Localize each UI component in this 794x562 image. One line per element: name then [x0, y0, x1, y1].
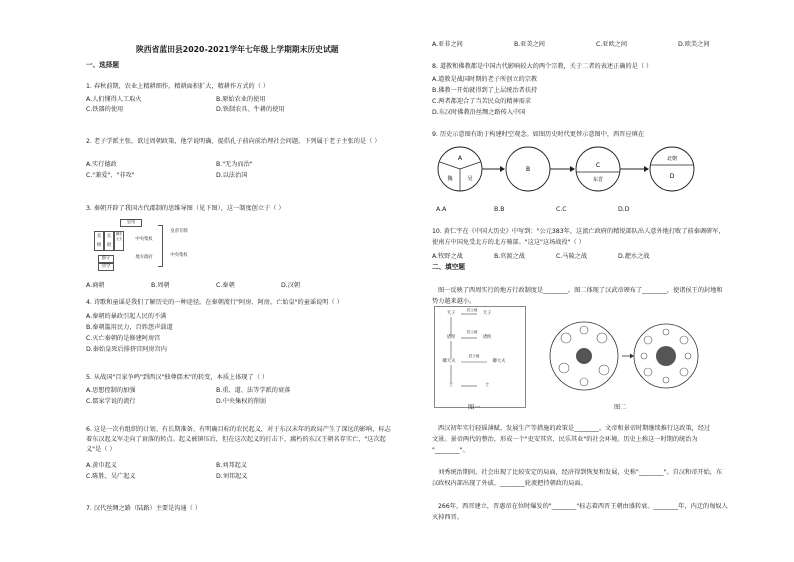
q8-option-a[interactable]: A.道教是战国时期的老子所创立的宗教 — [432, 76, 538, 83]
circle-a-divider — [440, 162, 460, 169]
q8-option-b[interactable]: B.佛教一开始就得到了上层统治者扶持 — [432, 87, 538, 94]
q8-stem: 8. 道教和佛教都是中国古代影响较大的两个宗教，关于二者的表述正确的是（ ） — [432, 63, 653, 70]
q9-option-c[interactable]: C.C — [556, 206, 567, 213]
q6-stem-line1: 6. 这是一次有组织的计划、有长期准备、有明确目标的农民起义，对于东汉末年的政局产生了深远的影响，标志 — [86, 426, 391, 433]
fig1-zhuhou-right: 诸侯 — [482, 335, 492, 340]
q9-option-d[interactable]: D.D — [618, 206, 630, 213]
fill1-line2: 势力越来越小。 — [432, 298, 476, 305]
q1-option-c[interactable]: C.铁器的使用 — [86, 106, 124, 113]
fig1-shi: 士 — [448, 383, 454, 388]
q6-option-d[interactable]: D.刘邦起义 — [216, 473, 248, 480]
q2-stem: 2. 老子学派主张，欲过周朝政策，他学说明确，提倡孔子前向前治理社会问题。下列属于老子主张的是（ ） — [86, 138, 381, 145]
q10-stem-line1: 10. 黄仁宇在《中国大历史》中写到："公元383年，这流亡政府的精锐部队出人意外地打败了前秦调研军， — [432, 228, 725, 235]
fill3-line1: 刘秀统治期间，社会出现了比较安定的局面，经济得到恢复和发展，史称"________"。自汉和帝开始，东 — [438, 469, 723, 476]
q3-stem: 3. 秦朝开辟了我国古代郡制的思维导图（见下图），这一制度创立于（ ） — [86, 205, 285, 212]
q4-stem: 4. 诗歌和童谣是我们了解历史的一种途径。在秦朝流行"阿房、阿房，亡始皇"的童谣说明（ ） — [86, 299, 343, 306]
q2-option-d[interactable]: D.以法治国 — [216, 172, 248, 179]
arrowhead-bc — [570, 166, 575, 172]
q3-option-d[interactable]: D.汉朝 — [281, 282, 301, 289]
q2-option-a[interactable]: A.实行德政 — [86, 161, 117, 168]
diagram-prefect: 郡守 — [98, 255, 114, 263]
q7-option-a[interactable]: A.亚非之间 — [432, 41, 463, 48]
section-fill: 二、填空题 — [432, 263, 465, 271]
diagram-emperor: 皇帝 — [120, 219, 142, 227]
q3-option-c[interactable]: C.秦朝 — [216, 282, 235, 289]
fig2-right-core — [656, 346, 676, 366]
fig1-shi-right: 士 — [484, 383, 490, 388]
q4-option-b[interactable]: B.秦朝滥用民力，百姓怨声载道 — [86, 324, 173, 331]
circle-b-label: B — [525, 166, 531, 173]
fig2-left-core — [576, 348, 592, 364]
q2-option-c[interactable]: C."兼爱"、"非攻" — [86, 172, 135, 179]
figure1-caption: 图一 — [468, 404, 481, 411]
arrowhead-ab — [500, 166, 505, 172]
q1-option-a[interactable]: A.人们懂得人工取火 — [86, 96, 142, 103]
figure2-vassal-diagram — [544, 312, 704, 402]
q3-structure-diagram — [92, 219, 222, 271]
figure1-hierarchy — [434, 306, 526, 408]
q3-option-b[interactable]: B.周朝 — [151, 282, 170, 289]
fig1-qingdafu: 卿大夫 — [442, 359, 456, 364]
circle-a-part-wu: 吴 — [467, 176, 473, 182]
fig1-arrow-label-2: 封土地 — [466, 330, 478, 334]
fig1-arrow-label-1: 封土地 — [466, 308, 478, 312]
q6-stem-line3: 义"是（ ） — [86, 446, 116, 453]
figure2-caption: 图二 — [614, 404, 627, 411]
fill2-line1: 西汉初年实行轻徭薄赋、发展生产等措施的政策是________。文帝和景帝时期继续推行这政策，经过 — [438, 425, 711, 432]
q5-stem: 5. 从战国"百家争鸣"到西汉"独尊儒术"的转变，本质上体现了（ ） — [86, 374, 269, 381]
diagram-right-label-2: 中央集权 — [170, 253, 188, 258]
fig1-tianzi: 天子 — [446, 311, 456, 316]
diagram-local: 地方政府 — [135, 255, 153, 260]
circle-a-divider — [460, 162, 480, 169]
fill4-line2: 灭掉西晋。 — [432, 514, 463, 521]
fig1-qingdafu-right: 卿大夫 — [492, 359, 506, 364]
q7-option-d[interactable]: D.欧美之间 — [678, 41, 710, 48]
q1-option-d[interactable]: D.铁制农具、牛耕的使用 — [216, 106, 285, 113]
q6-option-a[interactable]: A.黄巾起义 — [86, 462, 117, 469]
q5-option-c[interactable]: C.儒家学说的流行 — [86, 398, 136, 405]
diagram-censor: 御史大夫 — [114, 231, 124, 251]
q8-option-d[interactable]: D.东汉时佛教沿丝绸之路传入中国 — [432, 109, 526, 116]
q8-option-c[interactable]: C.两者都迎合了当苦民众的精神需求 — [432, 98, 532, 105]
fill2-line3: "________"。 — [432, 447, 469, 454]
q10-option-b[interactable]: B.官渡之战 — [494, 253, 525, 260]
q4-option-d[interactable]: D.秦始皇死后排挤宫阿房宫内 — [86, 346, 167, 353]
q9-option-b[interactable]: B.B — [494, 206, 505, 213]
diagram-county: 县令 — [98, 263, 114, 271]
fill2-line2: 文景。景帝两代的整治，形成一个"吏安其官，民乐其业"的社会环境。历史上称这一时期的统治为 — [432, 436, 698, 443]
circle-c-label: C — [595, 162, 601, 169]
fig1-zhuhou: 诸侯 — [446, 335, 456, 340]
circle-a-part-wei: 魏 — [447, 176, 453, 182]
circle-c-part: 东晋 — [592, 177, 604, 183]
q9-timeline-diagram — [432, 145, 732, 195]
diagram-right-label-1: 皇帝专制 — [170, 229, 188, 234]
q6-option-c[interactable]: C.陈胜、吴广起义 — [86, 473, 136, 480]
q10-option-d[interactable]: D.淝水之战 — [618, 253, 650, 260]
arrowhead-cd — [644, 166, 649, 172]
q7-stem: 7. 汉代丝绸之路（陆路）主要是沟通（ ） — [86, 505, 202, 512]
diagram-chancellor: 丞相 — [94, 231, 104, 251]
circle-d — [650, 147, 694, 191]
q9-stem: 9. 历史示意图有助于构建时空观念。如图历史时代更替示意图中，西晋应填在 — [432, 131, 645, 138]
q7-option-b[interactable]: B.亚美之间 — [514, 41, 545, 48]
section-choice: 一、选择题 — [86, 61, 119, 69]
q7-option-c[interactable]: C.亚欧之间 — [596, 41, 628, 48]
q10-stem-line2: 使南方中国免受北方的北方骑部。"这这"这场战役"（ ） — [432, 239, 585, 246]
circle-a-label: A — [457, 155, 463, 162]
fig1-arrow-label-3: 封土地 — [468, 354, 480, 358]
q1-option-b[interactable]: B.原始农业的使用 — [216, 96, 266, 103]
fig1-tianzi-right: 天子 — [482, 311, 492, 316]
q5-option-d[interactable]: D.中央集权的削弱 — [216, 398, 267, 405]
fill3-line2: 汉政权内部出现了外戚、________轮流把持朝政的局面。 — [432, 480, 587, 487]
diagram-bracket — [158, 225, 163, 267]
q6-option-b[interactable]: B.刘邦起义 — [216, 462, 247, 469]
fill1-line1: 图一反映了西周实行的地方行政制度是________。图二体现了汉武帝颁布了________，使诸侯王的封地和 — [438, 287, 723, 294]
q4-option-c[interactable]: C.灭亡秦朝的是修建阿房宫 — [86, 335, 161, 342]
fill4-line1: 266年，西晋建立，晋惠帝在位时爆发的"________"标志着西晋王朝由盛转衰。________年，内迁的匈奴人 — [438, 503, 728, 510]
diagram-center: 中央集权 — [135, 237, 153, 242]
q3-option-a[interactable]: A.商朝 — [86, 282, 105, 289]
q1-stem: 1. 春秋前期，农业上精耕细作，精耕面积扩大，精耕作方式的（ ） — [86, 83, 270, 90]
q2-option-b[interactable]: B."无为而治" — [216, 161, 253, 168]
q4-option-a[interactable]: A.秦朝的暴政引起人民的不满 — [86, 313, 167, 320]
q10-option-a[interactable]: A.牧野之战 — [432, 253, 463, 260]
circle-d-label: D — [669, 173, 675, 180]
q5-option-b[interactable]: B.重、道、法等学派的衰落 — [216, 387, 291, 394]
fig1-arrows — [435, 307, 525, 407]
q9-option-a[interactable]: A.A — [436, 206, 447, 213]
q6-stem-line2: 着东汉起义军走向了衰落的转点。起义被镇压后，但在这次起义的打击下，腐朽的东汉王朝名存实亡，"这次起 — [86, 436, 386, 443]
circle-d-part: 北朝 — [666, 156, 678, 162]
q10-option-c[interactable]: C.马陵之战 — [556, 253, 588, 260]
q5-option-a[interactable]: A.思想控制的加强 — [86, 387, 136, 394]
page-title: 陕西省蓝田县2020-2021学年七年级上学期期末历史试题 — [136, 45, 339, 54]
circle-c — [576, 147, 620, 191]
diagram-taiwei: 太尉 — [104, 231, 114, 251]
